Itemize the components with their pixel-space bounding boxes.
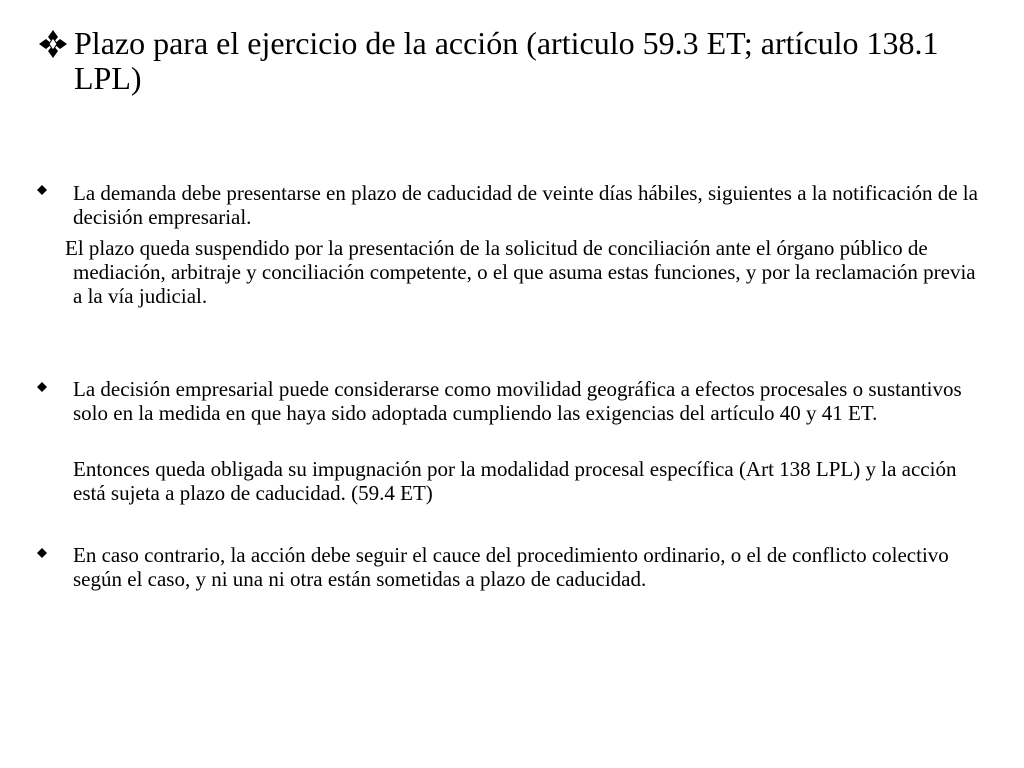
bullet-3-text: En caso contrario, la acción debe seguir el cauce del procedimiento ordinario, o el de conflicto colectivo según el caso, y ni una ni otra están sometidas a plazo de caducidad. bbox=[73, 543, 949, 591]
four-diamond-bullet-icon bbox=[38, 29, 68, 59]
bullet-2-continuation: Entonces queda obligada su impugnación por la modalidad procesal específica (Art 138 LPL) y la acción está sujeta a plazo de caducidad. (59.4 ET) bbox=[73, 457, 957, 505]
diamond-bullet-icon bbox=[36, 381, 48, 393]
bullet-2-text: La decisión empresarial puede considerarse como movilidad geográfica a efectos procesales o sustantivos solo en la medida en que haya sido adoptada cumpliendo las exigencias del artículo 40 y 41 ET. bbox=[73, 377, 962, 425]
diamond-bullet-icon bbox=[36, 547, 48, 559]
diamond-bullet-icon bbox=[36, 184, 48, 196]
title-text: Plazo para el ejercicio de la acción (articulo 59.3 ET; artículo 138.1 LPL) bbox=[74, 25, 939, 96]
bullet-1-text: La demanda debe presentarse en plazo de caducidad de veinte días hábiles, siguientes a la notificación de la decisión empresarial. bbox=[73, 181, 978, 229]
bullet-1-continuation: El plazo queda suspendido por la presentación de la solicitud de conciliación ante el órgano público de mediación, arbitraje y conciliación competente, o el que asuma estas funciones, y por la reclamación previa a la vía judicial. bbox=[65, 236, 976, 308]
